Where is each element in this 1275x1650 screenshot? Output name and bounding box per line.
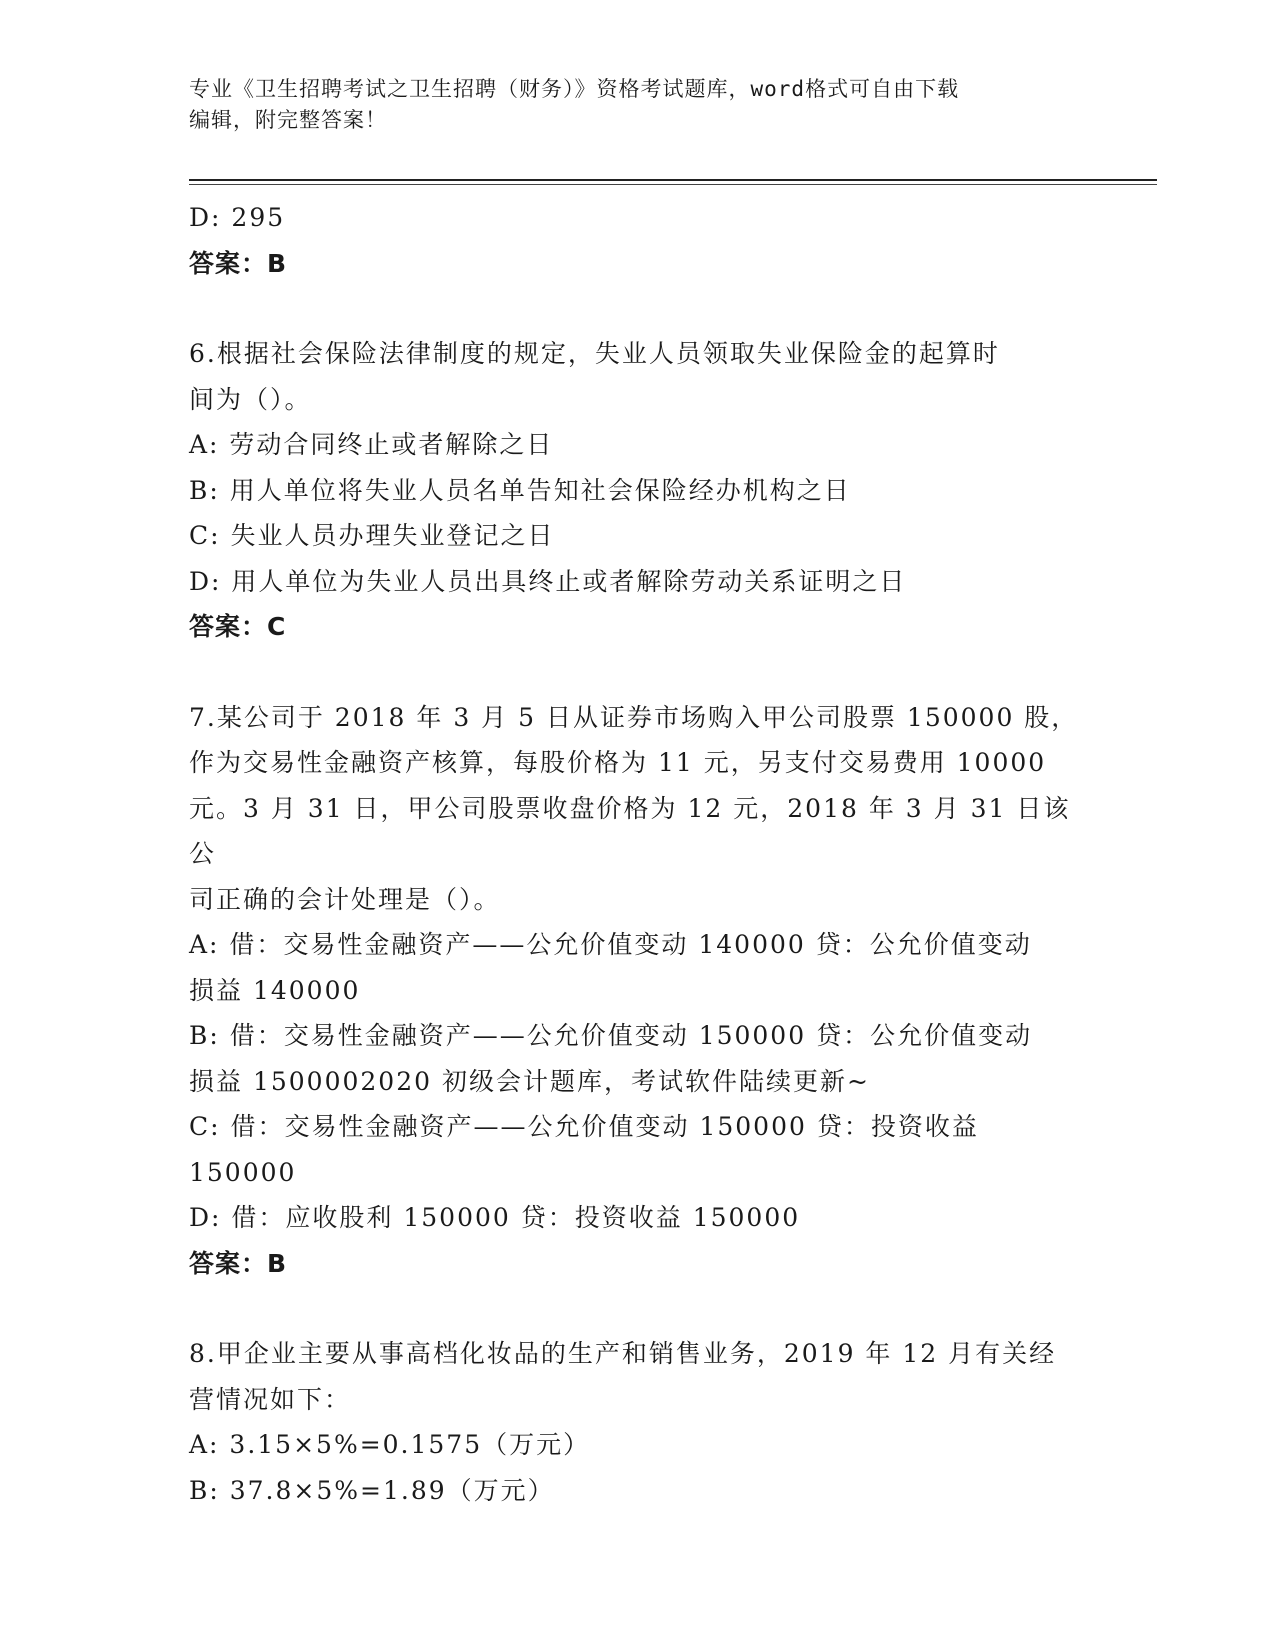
question-5-tail — [189, 195, 1089, 286]
q6-answer: 答案：C — [189, 612, 287, 641]
q7-answer: 答案：B — [189, 1248, 288, 1278]
q7-option-a-line-1: A: 借：交易性金融资产——公允价值变动 140000 贷：公允价值变动 — [189, 930, 1032, 959]
q8-option-b: B: 37.8×5%=1.89（万元） — [189, 1475, 555, 1505]
q8-stem-line-2: 营情况如下： — [189, 1384, 352, 1414]
spacer — [189, 286, 1089, 331]
q8-option-a: A: 3.15×5%=0.1575（万元） — [189, 1430, 591, 1459]
q7-option-d: D: 借：应收股利 150000 贷：投资收益 150000 — [189, 1203, 801, 1232]
q7-option-b-line-2: 损益 1500002020 初级会计题库，考试软件陆续更新~ — [189, 1066, 870, 1096]
q6-option-a: A: 劳动合同终止或者解除之日 — [189, 430, 554, 459]
q6-option-d: D: 用人单位为失业人员出具终止或者解除劳动关系证明之日 — [189, 566, 907, 596]
q5-option-d: D: 295 — [189, 203, 286, 232]
q7-option-a-line-2: 损益 140000 — [189, 975, 361, 1005]
document-header — [189, 74, 1079, 136]
header-divider-thick — [189, 179, 1157, 181]
q8-stem-line-1: 8.甲企业主要从事高档化妆品的生产和销售业务，2019 年 12 月有关经 — [189, 1339, 1057, 1368]
question-6 — [189, 331, 1089, 650]
header-line-1: 专业《卫生招聘考试之卫生招聘（财务）》资格考试题库，word格式可自由下载 — [189, 77, 960, 101]
q7-option-b-line-1: B: 借：交易性金融资产——公允价值变动 150000 贷：公允价值变动 — [189, 1021, 1033, 1050]
q6-stem-line-2: 间为（）。 — [189, 384, 312, 414]
q7-stem-line-4: 司正确的会计处理是（）。 — [189, 884, 501, 914]
header-line-2: 编辑，附完整答案！ — [189, 108, 387, 132]
q6-stem-line-1: 6.根据社会保险法律制度的规定，失业人员领取失业保险金的起算时 — [189, 339, 1000, 368]
question-8 — [189, 1331, 1089, 1513]
spacer — [189, 650, 1089, 695]
q6-option-b: B: 用人单位将失业人员名单告知社会保险经办机构之日 — [189, 475, 851, 505]
q7-stem-line-2: 作为交易性金融资产核算，每股价格为 11 元，另支付交易费用 10000 — [189, 748, 1047, 777]
q7-option-c-line-1: C: 借：交易性金融资产——公允价值变动 150000 贷：投资收益 — [189, 1112, 979, 1141]
question-content — [189, 195, 1089, 1513]
q6-option-c: C: 失业人员办理失业登记之日 — [189, 521, 555, 550]
q7-stem-line-3: 元。3 月 31 日，甲公司股票收盘价格为 12 元，2018 年 3 月 31 日该公 — [189, 793, 1071, 868]
q5-answer: 答案：B — [189, 248, 288, 278]
q7-option-c-line-2: 150000 — [189, 1157, 297, 1187]
q7-stem-line-1: 7.某公司于 2018 年 3 月 5 日从证券市场购入甲公司股票 150000 股， — [189, 702, 1079, 732]
spacer — [189, 1286, 1089, 1331]
header-divider-thin — [189, 184, 1157, 185]
question-7 — [189, 695, 1089, 1287]
